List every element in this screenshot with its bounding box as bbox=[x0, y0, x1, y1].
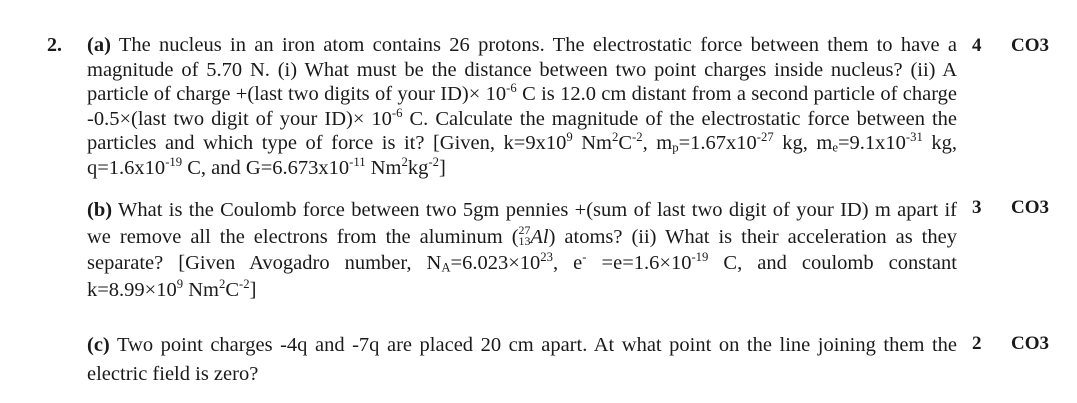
aluminum-isotope-notation bbox=[518, 223, 549, 249]
part-b-text-3: =6.023×10 bbox=[450, 252, 541, 274]
part-a-exp-11: -2 bbox=[428, 154, 439, 169]
part-a-text-3: C. Calculate the magnitude of the electrostatic force between the particles and which type of force is it? [Given, k=9x10 bbox=[87, 107, 957, 154]
part-a-exp-2: -6 bbox=[391, 105, 403, 120]
part-a-exp-8: -19 bbox=[165, 154, 183, 169]
question-part-a bbox=[87, 33, 957, 180]
part-a-text-4: Nm bbox=[572, 132, 612, 154]
part-a-text-6: , m bbox=[642, 132, 673, 154]
part-b-text-8: C bbox=[225, 278, 240, 301]
part-c-marks: 2 bbox=[972, 333, 982, 354]
part-a-sub-1: p bbox=[672, 140, 679, 155]
part-b-label: (b) bbox=[87, 199, 113, 221]
part-a-exp-7: -31 bbox=[905, 130, 923, 145]
part-b-marks: 3 bbox=[972, 197, 982, 218]
part-a-exp-10: 2 bbox=[401, 154, 408, 169]
part-a-exp-6: -27 bbox=[756, 130, 774, 145]
part-b-sub-1: A bbox=[441, 260, 451, 275]
part-b-exp-1: 23 bbox=[540, 250, 553, 265]
part-a-text-11: C, and G=6.673x10 bbox=[182, 156, 350, 179]
question-number: 2. bbox=[47, 34, 62, 56]
part-b-text-7: Nm bbox=[183, 278, 219, 301]
part-a-text-1: The nucleus in an iron atom contains 26 protons. The electrostatic force between them to have a magnitude of 5.70 N. (i) What must be the distance between two point charges inside nucleus? (ii) A particle of charge +(last two digits of your ID)× 10 bbox=[87, 34, 957, 105]
part-a-exp-5: -2 bbox=[632, 130, 643, 145]
question-part-b bbox=[87, 197, 957, 303]
isotope-atomic-number: 13 bbox=[518, 234, 531, 249]
question-part-c bbox=[87, 331, 957, 389]
part-a-exp-9: -11 bbox=[349, 154, 366, 169]
part-b-text-6: C, and coulomb constant k=8.99×10 bbox=[87, 252, 957, 301]
part-b-exp-4: 9 bbox=[176, 276, 184, 291]
part-c-text-1: Two point charges -4q and -7q are placed 20 cm apart. At what point on the line joining them the electric field is zero? bbox=[87, 334, 957, 385]
part-a-text-14: ] bbox=[438, 156, 446, 179]
part-b-exp-5: 2 bbox=[218, 276, 226, 291]
part-a-marks: 4 bbox=[972, 35, 982, 56]
part-a-text-12: Nm bbox=[365, 156, 402, 179]
part-b-exp-3: -19 bbox=[691, 250, 709, 265]
isotope-mass-number: 27 bbox=[518, 223, 531, 238]
part-a-sub-2: e bbox=[832, 140, 838, 155]
part-a-exp-3: 9 bbox=[566, 130, 573, 145]
part-b-course-outcome: CO3 bbox=[1011, 197, 1049, 218]
part-a-exp-4: 2 bbox=[611, 130, 619, 145]
part-b-text-1: What is the Coulomb force between two 5gm pennies +(sum of last two digit of your ID) m apart if we remove all the electrons from the aluminum ( bbox=[87, 199, 957, 248]
part-a-text-9: =9.1x10 bbox=[837, 132, 906, 154]
part-a-course-outcome: CO3 bbox=[1011, 35, 1049, 56]
part-a-text-8: kg, m bbox=[773, 132, 833, 154]
part-a-text-7: =1.67x10 bbox=[678, 132, 757, 154]
part-b-text-9: ] bbox=[249, 278, 257, 301]
part-a-text-5: C bbox=[618, 132, 633, 154]
isotope-symbol: Al bbox=[530, 225, 549, 248]
part-a-label: (a) bbox=[87, 34, 111, 56]
part-a-text-10: kg, q=1.6x10 bbox=[87, 132, 958, 179]
part-b-text-5: =e=1.6×10 bbox=[586, 252, 692, 274]
isotope-numbers bbox=[519, 225, 531, 248]
part-a-exp-1: -6 bbox=[506, 81, 517, 96]
part-a-text-2: C is 12.0 cm distant from a second particle of charge -0.5×(last two digit of your ID)× 10 bbox=[87, 83, 957, 130]
part-b-exp-6: -2 bbox=[239, 276, 250, 291]
part-c-course-outcome: CO3 bbox=[1011, 333, 1049, 354]
part-b-exp-2: - bbox=[582, 250, 587, 265]
part-b-text-4: , e bbox=[553, 252, 583, 274]
part-c-label: (c) bbox=[87, 334, 110, 356]
part-a-text-13: kg bbox=[407, 156, 429, 179]
part-b-text-2: ) atoms? (ii) What is their acceleration as they separate? [Given Avogadro number, N bbox=[87, 225, 957, 274]
